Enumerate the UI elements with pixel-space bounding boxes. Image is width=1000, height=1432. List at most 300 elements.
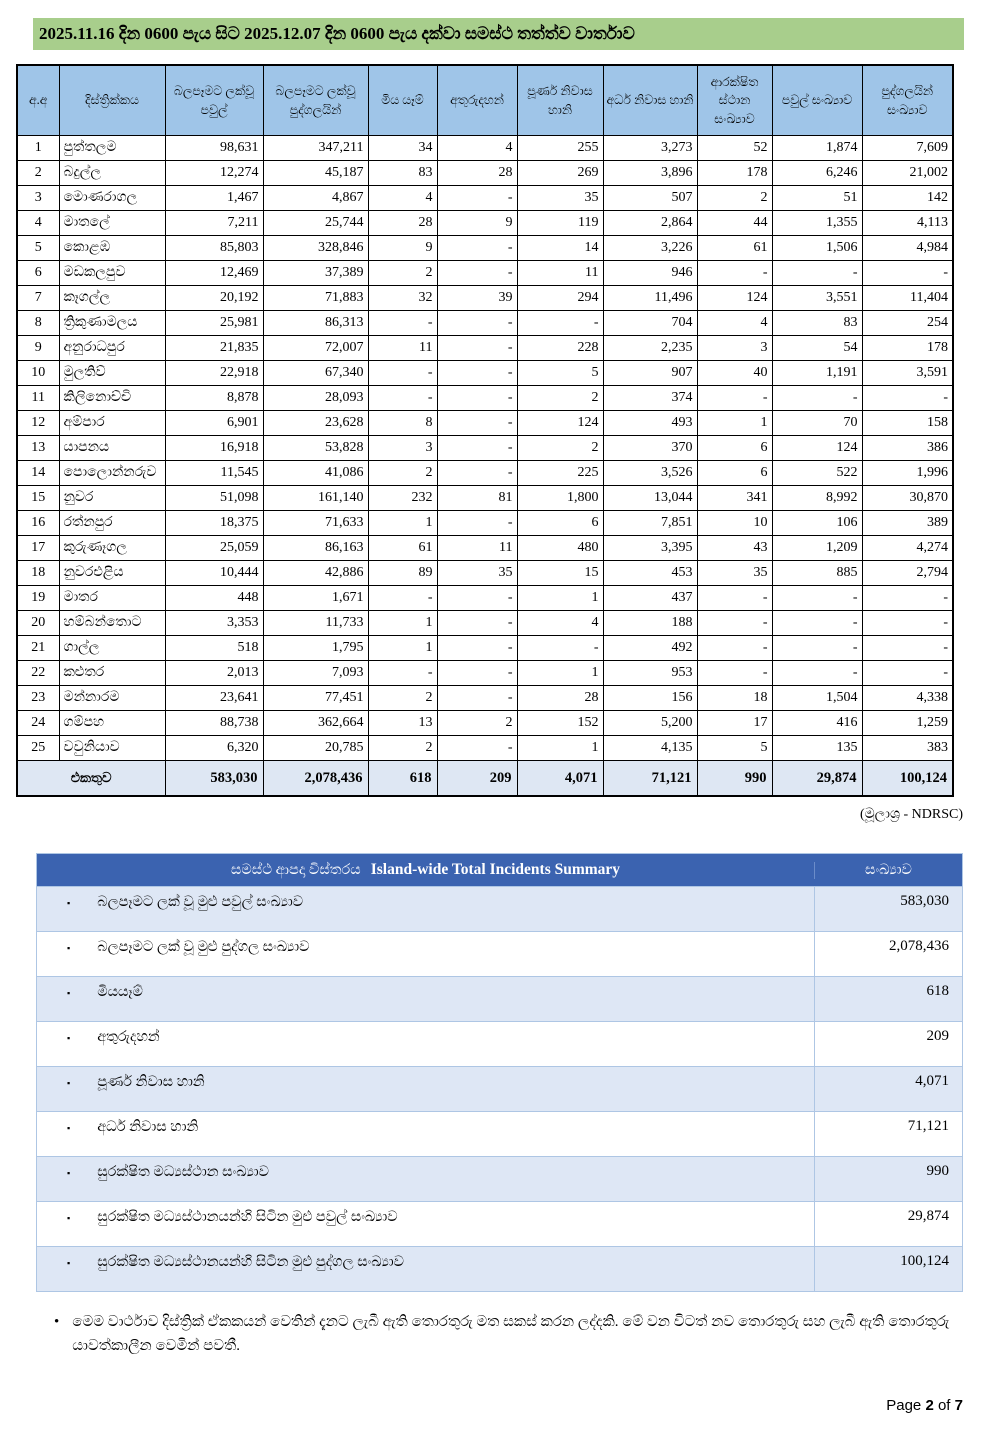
cell-value: 328,846 [263, 235, 368, 260]
cell-value: 23,628 [263, 410, 368, 435]
summary-row [37, 1156, 962, 1201]
table-row [17, 510, 953, 535]
row-serial: 17 [17, 535, 59, 560]
districts-table-header [17, 65, 953, 135]
total-value: 618 [368, 760, 437, 796]
cell-value: 7,093 [263, 660, 368, 685]
table-row [17, 460, 953, 485]
row-serial: 5 [17, 235, 59, 260]
cell-value: 17 [697, 710, 772, 735]
cell-value: 81 [437, 485, 517, 510]
cell-value: - [437, 385, 517, 410]
summary-item-label [37, 1022, 814, 1066]
cell-value: - [772, 610, 862, 635]
cell-value: 3 [368, 435, 437, 460]
cell-value: 3,591 [862, 360, 953, 385]
cell-value: 341 [697, 485, 772, 510]
cell-value: - [697, 385, 772, 410]
cell-value: - [368, 360, 437, 385]
cell-value: 1 [517, 585, 603, 610]
cell-value: 2 [368, 460, 437, 485]
cell-value: 156 [603, 685, 697, 710]
cell-value: - [697, 610, 772, 635]
square-bullet-icon: ▪ [67, 898, 71, 909]
cell-value: 28 [517, 685, 603, 710]
cell-value: 946 [603, 260, 697, 285]
cell-value: 518 [165, 635, 263, 660]
page-prefix: Page [886, 1397, 922, 1414]
district-name: මාතර [59, 585, 165, 610]
footnote-text: මෙම වාර්ථාව දිස්ත්‍රික් ඒකකයන් වෙතින් දැනට ලැබී ඇති තොරතුරු මත සකස් කරන ලද්දකි. මේ වන විටත් නව තොරතුරු සහ ලැබී ඇති තොරතුරු යාවත්කාලීන වෙමින් පවතී. [72, 1314, 950, 1355]
table-row [17, 335, 953, 360]
column-header-6: පූර්ණ නිවාස හානි [517, 65, 603, 135]
summary-row [37, 931, 962, 976]
cell-value: 6,246 [772, 160, 862, 185]
cell-value: 28,093 [263, 385, 368, 410]
cell-value: - [437, 185, 517, 210]
cell-value: 35 [517, 185, 603, 210]
cell-value: 44 [697, 210, 772, 235]
summary-item-text: සුරක්ෂිත මධ්‍යස්ථාන සංඛ්‍යාව [97, 1164, 270, 1181]
cell-value: 6 [517, 510, 603, 535]
district-name: යාපනය [59, 435, 165, 460]
cell-value: 1,506 [772, 235, 862, 260]
cell-value: 1,209 [772, 535, 862, 560]
cell-value: 2 [368, 260, 437, 285]
cell-value: - [437, 660, 517, 685]
cell-value: 1,259 [862, 710, 953, 735]
cell-value: 1,504 [772, 685, 862, 710]
row-serial: 8 [17, 310, 59, 335]
cell-value: - [368, 660, 437, 685]
square-bullet-icon: ▪ [67, 1123, 71, 1134]
table-row [17, 535, 953, 560]
summary-item-text: පූර්ණ නිවාස හානි [97, 1074, 205, 1091]
cell-value: - [437, 685, 517, 710]
cell-value: 522 [772, 460, 862, 485]
district-name: අනුරාධපුර [59, 335, 165, 360]
cell-value: 2 [437, 710, 517, 735]
report-title: 2025.11.16 දින 0600 පැය සිට 2025.12.07 දින 0600 පැය දක්වා සමස්ථ තත්ත්ව වාර්තාව [33, 18, 964, 50]
summary-item-value: 29,874 [814, 1202, 962, 1246]
cell-value: 1 [368, 635, 437, 660]
column-header-5: අතුරුදහන් [437, 65, 517, 135]
cell-value: 2,013 [165, 660, 263, 685]
table-row [17, 385, 953, 410]
summary-item-text: අතුරුදහන් [97, 1029, 160, 1046]
table-row [17, 635, 953, 660]
page-current: 2 [925, 1397, 934, 1414]
cell-value: - [772, 635, 862, 660]
summary-item-label [37, 1202, 814, 1246]
cell-value: 374 [603, 385, 697, 410]
cell-value: 6,320 [165, 735, 263, 760]
cell-value: - [437, 310, 517, 335]
cell-value: 7,211 [165, 210, 263, 235]
cell-value: - [437, 510, 517, 535]
cell-value: 953 [603, 660, 697, 685]
summary-item-value: 71,121 [814, 1112, 962, 1156]
cell-value: - [772, 260, 862, 285]
row-serial: 3 [17, 185, 59, 210]
cell-value: 11 [517, 260, 603, 285]
cell-value: 885 [772, 560, 862, 585]
cell-value: 9 [437, 210, 517, 235]
cell-value: 1,671 [263, 585, 368, 610]
square-bullet-icon: ▪ [67, 1168, 71, 1179]
cell-value: 30,870 [862, 485, 953, 510]
column-header-9: පවුල් සංඛ්‍යාව [772, 65, 862, 135]
cell-value: - [368, 585, 437, 610]
cell-value: 18,375 [165, 510, 263, 535]
cell-value: - [437, 260, 517, 285]
cell-value: 5 [517, 360, 603, 385]
summary-item-value: 583,030 [814, 887, 962, 931]
summary-header [37, 854, 962, 886]
cell-value: - [437, 360, 517, 385]
cell-value: 347,211 [263, 135, 368, 160]
cell-value: 32 [368, 285, 437, 310]
row-serial: 18 [17, 560, 59, 585]
cell-value: - [437, 460, 517, 485]
row-serial: 6 [17, 260, 59, 285]
row-serial: 4 [17, 210, 59, 235]
cell-value: - [862, 260, 953, 285]
cell-value: 3,395 [603, 535, 697, 560]
row-serial: 12 [17, 410, 59, 435]
cell-value: 45,187 [263, 160, 368, 185]
cell-value: 10,444 [165, 560, 263, 585]
cell-value: 386 [862, 435, 953, 460]
districts-table [16, 64, 954, 797]
table-row [17, 560, 953, 585]
cell-value: 161,140 [263, 485, 368, 510]
total-value: 990 [697, 760, 772, 796]
cell-value: - [697, 660, 772, 685]
cell-value: 1 [368, 610, 437, 635]
cell-value: 89 [368, 560, 437, 585]
cell-value: 37,389 [263, 260, 368, 285]
cell-value: 11,496 [603, 285, 697, 310]
cell-value: 228 [517, 335, 603, 360]
column-header-8: ආරක්ෂිත ස්ථාන සංඛ්‍යාව [697, 65, 772, 135]
cell-value: 6 [697, 435, 772, 460]
cell-value: 11,545 [165, 460, 263, 485]
cell-value: 254 [862, 310, 953, 335]
cell-value: 54 [772, 335, 862, 360]
cell-value: 1 [517, 735, 603, 760]
cell-value: 5,200 [603, 710, 697, 735]
cell-value: 8,992 [772, 485, 862, 510]
column-header-7: අර්ධ නිවාස හානි [603, 65, 697, 135]
cell-value: 1 [368, 510, 437, 535]
district-name: කොළඹ [59, 235, 165, 260]
row-serial: 1 [17, 135, 59, 160]
district-name: අම්පාර [59, 410, 165, 435]
row-serial: 2 [17, 160, 59, 185]
district-name: කළුතර [59, 660, 165, 685]
total-label: එකතුව [17, 760, 165, 796]
row-serial: 25 [17, 735, 59, 760]
cell-value: - [862, 585, 953, 610]
table-row [17, 435, 953, 460]
table-row [17, 735, 953, 760]
summary-table [36, 853, 963, 1292]
summary-value-header: සංඛ්‍යාව [814, 862, 962, 879]
cell-value: - [517, 310, 603, 335]
cell-value: 42,886 [263, 560, 368, 585]
square-bullet-icon: ▪ [67, 988, 71, 999]
table-row [17, 310, 953, 335]
cell-value: 13 [368, 710, 437, 735]
cell-value: 178 [697, 160, 772, 185]
cell-value: 8 [368, 410, 437, 435]
cell-value: 8,878 [165, 385, 263, 410]
total-value: 100,124 [862, 760, 953, 796]
summary-title-en: Island-wide Total Incidents Summary [370, 861, 621, 879]
column-header-3: බලපෑමට ලක්වූ පුද්ගලයින් [263, 65, 368, 135]
district-name: කිලිනොච්චි [59, 385, 165, 410]
cell-value: 41,086 [263, 460, 368, 485]
summary-row [37, 1021, 962, 1066]
cell-value: 225 [517, 460, 603, 485]
total-value: 583,030 [165, 760, 263, 796]
cell-value: 39 [437, 285, 517, 310]
footnote [54, 1310, 960, 1358]
cell-value: 61 [368, 535, 437, 560]
cell-value: 142 [862, 185, 953, 210]
summary-item-label [37, 1157, 814, 1201]
cell-value: - [862, 385, 953, 410]
table-row [17, 260, 953, 285]
cell-value: 1,355 [772, 210, 862, 235]
cell-value: 25,981 [165, 310, 263, 335]
row-serial: 11 [17, 385, 59, 410]
cell-value: 383 [862, 735, 953, 760]
summary-item-label [37, 1067, 814, 1111]
district-name: ත්‍රිකුණාමලය [59, 310, 165, 335]
footnote-bullet-icon: • [54, 1314, 60, 1331]
cell-value: 11 [437, 535, 517, 560]
cell-value: 1,467 [165, 185, 263, 210]
cell-value: 83 [772, 310, 862, 335]
summary-row [37, 1111, 962, 1156]
page-total: 7 [954, 1397, 963, 1414]
summary-row [37, 1066, 962, 1111]
cell-value: 2 [517, 435, 603, 460]
cell-value: 124 [772, 435, 862, 460]
cell-value: 86,313 [263, 310, 368, 335]
table-row [17, 210, 953, 235]
cell-value: 35 [697, 560, 772, 585]
cell-value: 70 [772, 410, 862, 435]
district-name: වවුනියාව [59, 735, 165, 760]
cell-value: 1,795 [263, 635, 368, 660]
cell-value: - [697, 635, 772, 660]
row-serial: 19 [17, 585, 59, 610]
summary-item-text: බලපෑමට ලක් වූ මුළු පුද්ගල සංඛ්‍යාව [97, 939, 310, 956]
cell-value: 124 [697, 285, 772, 310]
cell-value: - [697, 585, 772, 610]
district-name: නුවර [59, 485, 165, 510]
cell-value: 16,918 [165, 435, 263, 460]
cell-value: 448 [165, 585, 263, 610]
cell-value: 1,874 [772, 135, 862, 160]
cell-value: 1 [697, 410, 772, 435]
cell-value: 86,163 [263, 535, 368, 560]
square-bullet-icon: ▪ [67, 1213, 71, 1224]
cell-value: - [437, 585, 517, 610]
cell-value: 106 [772, 510, 862, 535]
district-name: රත්නපුර [59, 510, 165, 535]
cell-value: 255 [517, 135, 603, 160]
cell-value: - [437, 410, 517, 435]
cell-value: 40 [697, 360, 772, 385]
cell-value: 4 [517, 610, 603, 635]
cell-value: 52 [697, 135, 772, 160]
cell-value: 53,828 [263, 435, 368, 460]
cell-value: 20,785 [263, 735, 368, 760]
cell-value: - [437, 610, 517, 635]
cell-value: 51,098 [165, 485, 263, 510]
row-serial: 20 [17, 610, 59, 635]
cell-value: - [437, 335, 517, 360]
cell-value: 3,226 [603, 235, 697, 260]
cell-value: 4 [368, 185, 437, 210]
cell-value: - [772, 660, 862, 685]
cell-value: 158 [862, 410, 953, 435]
cell-value: 507 [603, 185, 697, 210]
district-name: පුත්තලම [59, 135, 165, 160]
page-middle: of [937, 1397, 951, 1414]
cell-value: - [437, 735, 517, 760]
cell-value: 480 [517, 535, 603, 560]
cell-value: 10 [697, 510, 772, 535]
cell-value: 51 [772, 185, 862, 210]
cell-value: 2 [517, 385, 603, 410]
cell-value: 88,738 [165, 710, 263, 735]
cell-value: 269 [517, 160, 603, 185]
summary-item-value: 990 [814, 1157, 962, 1201]
cell-value: 11 [368, 335, 437, 360]
cell-value: 5 [697, 735, 772, 760]
row-serial: 10 [17, 360, 59, 385]
summary-item-label [37, 977, 814, 1021]
cell-value: 25,059 [165, 535, 263, 560]
cell-value: 98,631 [165, 135, 263, 160]
row-serial: 15 [17, 485, 59, 510]
district-name: කුරුණෑගල [59, 535, 165, 560]
cell-value: 4,867 [263, 185, 368, 210]
district-name: හම්බන්තොට [59, 610, 165, 635]
cell-value: 21,835 [165, 335, 263, 360]
column-header-2: බලපෑමට ලක්වූ පවුල් [165, 65, 263, 135]
column-header-0: අ.අ [17, 65, 59, 135]
row-serial: 24 [17, 710, 59, 735]
table-row [17, 185, 953, 210]
cell-value: 4,338 [862, 685, 953, 710]
cell-value: - [368, 385, 437, 410]
cell-value: 119 [517, 210, 603, 235]
cell-value: 3,526 [603, 460, 697, 485]
cell-value: 453 [603, 560, 697, 585]
square-bullet-icon: ▪ [67, 1078, 71, 1089]
row-serial: 7 [17, 285, 59, 310]
cell-value: 1,800 [517, 485, 603, 510]
cell-value: 389 [862, 510, 953, 535]
summary-item-label [37, 1247, 814, 1291]
cell-value: 18 [697, 685, 772, 710]
cell-value: - [437, 235, 517, 260]
cell-value: 3 [697, 335, 772, 360]
square-bullet-icon: ▪ [67, 943, 71, 954]
cell-value: 21,002 [862, 160, 953, 185]
cell-value: 71,633 [263, 510, 368, 535]
cell-value: - [862, 635, 953, 660]
cell-value: 35 [437, 560, 517, 585]
cell-value: 124 [517, 410, 603, 435]
cell-value: 7,609 [862, 135, 953, 160]
cell-value: 3,353 [165, 610, 263, 635]
cell-value: 4 [437, 135, 517, 160]
table-row [17, 360, 953, 385]
cell-value: - [772, 385, 862, 410]
cell-value: 135 [772, 735, 862, 760]
district-name: නුවරඑළිය [59, 560, 165, 585]
cell-value: 493 [603, 410, 697, 435]
cell-value: 3,896 [603, 160, 697, 185]
cell-value: 2 [368, 735, 437, 760]
page-number [886, 1397, 963, 1414]
cell-value: 4,984 [862, 235, 953, 260]
table-row [17, 410, 953, 435]
table-row [17, 710, 953, 735]
summary-item-value: 2,078,436 [814, 932, 962, 976]
cell-value: 67,340 [263, 360, 368, 385]
summary-item-label [37, 887, 814, 931]
square-bullet-icon: ▪ [67, 1258, 71, 1269]
summary-item-text: සුරක්ෂිත මධ්‍යස්ථානයන්හි සිටින මුළු පවුල් සංඛ්‍යාව [97, 1209, 398, 1226]
table-row [17, 660, 953, 685]
cell-value: 492 [603, 635, 697, 660]
cell-value: 4,274 [862, 535, 953, 560]
cell-value: - [517, 635, 603, 660]
cell-value: 1,996 [862, 460, 953, 485]
cell-value: - [772, 585, 862, 610]
cell-value: 12,469 [165, 260, 263, 285]
cell-value: 83 [368, 160, 437, 185]
summary-row [37, 886, 962, 931]
cell-value: 72,007 [263, 335, 368, 360]
district-name: මඩකලපුව [59, 260, 165, 285]
source-note: (මූලාශ්‍ර - NDRSC) [859, 807, 963, 823]
column-header-10: පුද්ගලයින් සංඛ්‍යාව [862, 65, 953, 135]
table-row [17, 685, 953, 710]
cell-value: 12,274 [165, 160, 263, 185]
summary-item-text: අර්ධ නිවාස හානි [97, 1119, 199, 1136]
cell-value: 907 [603, 360, 697, 385]
row-serial: 14 [17, 460, 59, 485]
district-name: කෑගල්ල [59, 285, 165, 310]
table-row [17, 285, 953, 310]
cell-value: 9 [368, 235, 437, 260]
cell-value: - [862, 610, 953, 635]
cell-value: - [862, 660, 953, 685]
cell-value: 2 [697, 185, 772, 210]
cell-value: 2,794 [862, 560, 953, 585]
table-row [17, 135, 953, 160]
cell-value: 152 [517, 710, 603, 735]
